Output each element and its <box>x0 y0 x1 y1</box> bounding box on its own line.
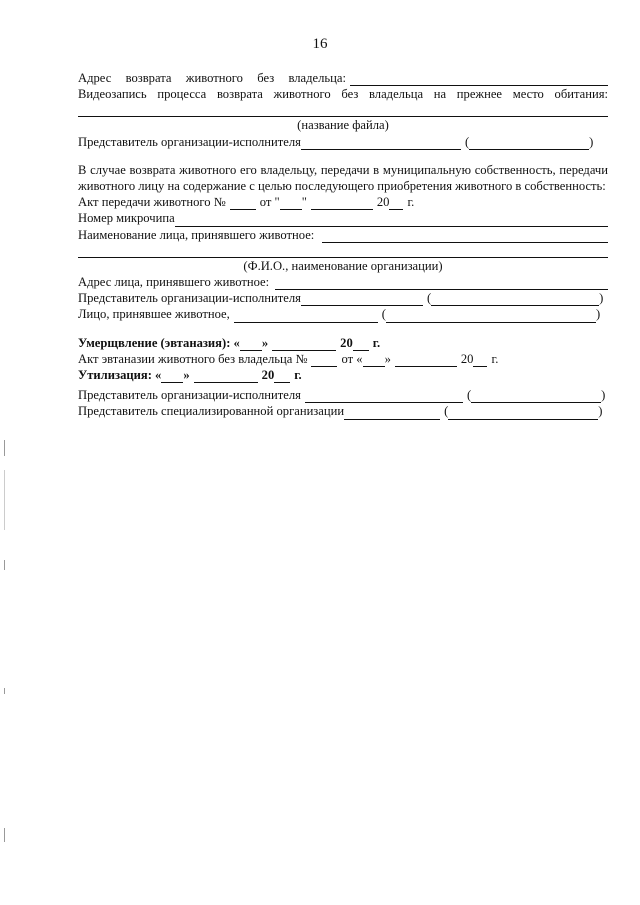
receiver-address-row <box>78 274 608 290</box>
microchip-label: Номер микрочипа <box>78 211 175 226</box>
close-paren-4: ) <box>601 388 606 403</box>
receiver-person-row <box>78 306 608 322</box>
receiver-person-label: Лицо, принявшее животное, <box>78 307 230 322</box>
act-transfer-month-field[interactable] <box>311 197 373 210</box>
rep-exec-row-3 <box>78 387 608 403</box>
page-number: 16 <box>312 36 328 52</box>
open-paren-3: ( <box>381 307 386 322</box>
receiver-address-label: Адрес лица, принявшего животное: <box>78 275 270 290</box>
receiver-name-field[interactable] <box>322 230 608 243</box>
rep-special-label: Представитель специализированной организации <box>78 404 345 419</box>
act-euthanasia-day-field[interactable] <box>363 354 385 367</box>
euthanasia-row <box>78 335 608 351</box>
rep-exec-label: Представитель организации-исполнителя <box>78 134 301 149</box>
rep-exec-signature-field-3[interactable] <box>305 390 463 403</box>
disposal-quote-close: » <box>183 368 190 383</box>
fio-caption: (Ф.И.О., наименование организации) <box>243 258 443 273</box>
rep-exec-signature-field[interactable] <box>301 137 461 150</box>
receiver-name-field-2[interactable] <box>78 243 608 258</box>
act-euthanasia-year: 20 <box>460 351 474 366</box>
act-euthanasia-number-field[interactable] <box>311 354 337 367</box>
receiver-person-name-field[interactable] <box>386 310 596 323</box>
scan-mark <box>4 828 5 842</box>
close-paren: ) <box>589 134 594 149</box>
act-transfer-quote-close: " <box>301 195 307 210</box>
microchip-row <box>78 210 608 226</box>
open-paren-4: ( <box>466 388 472 403</box>
rep-exec-name-field-2[interactable] <box>431 293 599 306</box>
microchip-field[interactable] <box>175 214 608 227</box>
rep-exec-row-1 <box>78 134 608 150</box>
act-euthanasia-year-field[interactable] <box>473 354 487 367</box>
act-transfer-from: от " <box>259 195 280 210</box>
return-address-field[interactable] <box>350 73 608 86</box>
rep-special-signature-field[interactable] <box>344 407 440 420</box>
receiver-name-row <box>78 227 608 243</box>
disposal-year: 20 <box>261 368 275 383</box>
act-euthanasia-label: Акт эвтаназии животного без владельца № <box>78 351 308 366</box>
return-address-label: Адрес возврата животного без владельца: <box>78 71 346 85</box>
open-paren-5: ( <box>444 404 449 419</box>
open-paren: ( <box>464 134 470 149</box>
disposal-year-field[interactable] <box>274 370 290 383</box>
disposal-row <box>78 367 608 383</box>
euthanasia-year: 20 <box>340 335 353 350</box>
rep-special-row <box>78 403 608 419</box>
euthanasia-label: Умерщвление (эвтаназия): « <box>78 335 240 350</box>
act-transfer-year-field[interactable] <box>389 197 403 210</box>
return-address-row <box>78 70 608 86</box>
close-paren-5: ) <box>598 404 603 419</box>
euthanasia-month-field[interactable] <box>272 338 336 351</box>
disposal-label: Утилизация: « <box>78 368 162 383</box>
receiver-person-signature-field[interactable] <box>234 310 378 323</box>
disposal-day-field[interactable] <box>161 370 183 383</box>
close-paren-3: ) <box>595 307 601 322</box>
receiver-name-label: Наименование лица, принявшего животное: <box>78 227 315 242</box>
rep-exec-row-2 <box>78 290 608 306</box>
act-euthanasia-year-suffix: г. <box>491 351 499 366</box>
scan-mark <box>4 560 5 570</box>
video-label: Видеозапись процесса возврата животного без владельца на прежнее место обитания: <box>78 87 608 102</box>
act-transfer-row <box>78 194 608 210</box>
act-euthanasia-month-field[interactable] <box>395 354 457 367</box>
scan-mark <box>4 440 5 456</box>
euthanasia-year-suffix: г. <box>372 335 381 350</box>
act-transfer-year: 20 <box>376 195 390 210</box>
euthanasia-year-field[interactable] <box>353 338 369 351</box>
scan-mark <box>4 688 5 694</box>
disposal-month-field[interactable] <box>194 370 258 383</box>
rep-exec-signature-field-2[interactable] <box>301 293 423 306</box>
video-row <box>78 86 608 102</box>
file-name-field[interactable] <box>78 102 608 117</box>
act-transfer-year-suffix: г. <box>407 195 415 210</box>
disposal-year-suffix: г. <box>294 368 302 383</box>
rep-exec-name-field-3[interactable] <box>471 390 601 403</box>
act-transfer-number-field[interactable] <box>230 197 256 210</box>
rep-special-name-field[interactable] <box>448 407 598 420</box>
scan-mark <box>4 470 5 530</box>
close-paren-2: ) <box>599 291 604 306</box>
euthanasia-quote-close: » <box>261 335 269 350</box>
form-body <box>78 70 608 420</box>
act-euthanasia-row <box>78 351 608 367</box>
act-euthanasia-quote-close: » <box>384 351 391 366</box>
rep-exec-label-3: Представитель организации-исполнителя <box>78 388 301 403</box>
rep-exec-name-field[interactable] <box>469 137 589 150</box>
receiver-address-field[interactable] <box>275 277 608 290</box>
rep-exec-label-2: Представитель организации-исполнителя <box>78 291 301 306</box>
open-paren-2: ( <box>426 291 432 306</box>
act-euthanasia-from: от « <box>341 351 363 366</box>
act-transfer-day-field[interactable] <box>280 197 302 210</box>
act-transfer-label: Акт передачи животного № <box>78 195 226 210</box>
return-paragraph: В случае возврата животного его владельцу, передачи в муниципальную собственность, передачи животного лицу на содержание с целью последующего приобретения животного в собственность: <box>78 162 608 194</box>
file-name-caption: (название файла) <box>297 118 389 133</box>
euthanasia-day-field[interactable] <box>240 338 262 351</box>
